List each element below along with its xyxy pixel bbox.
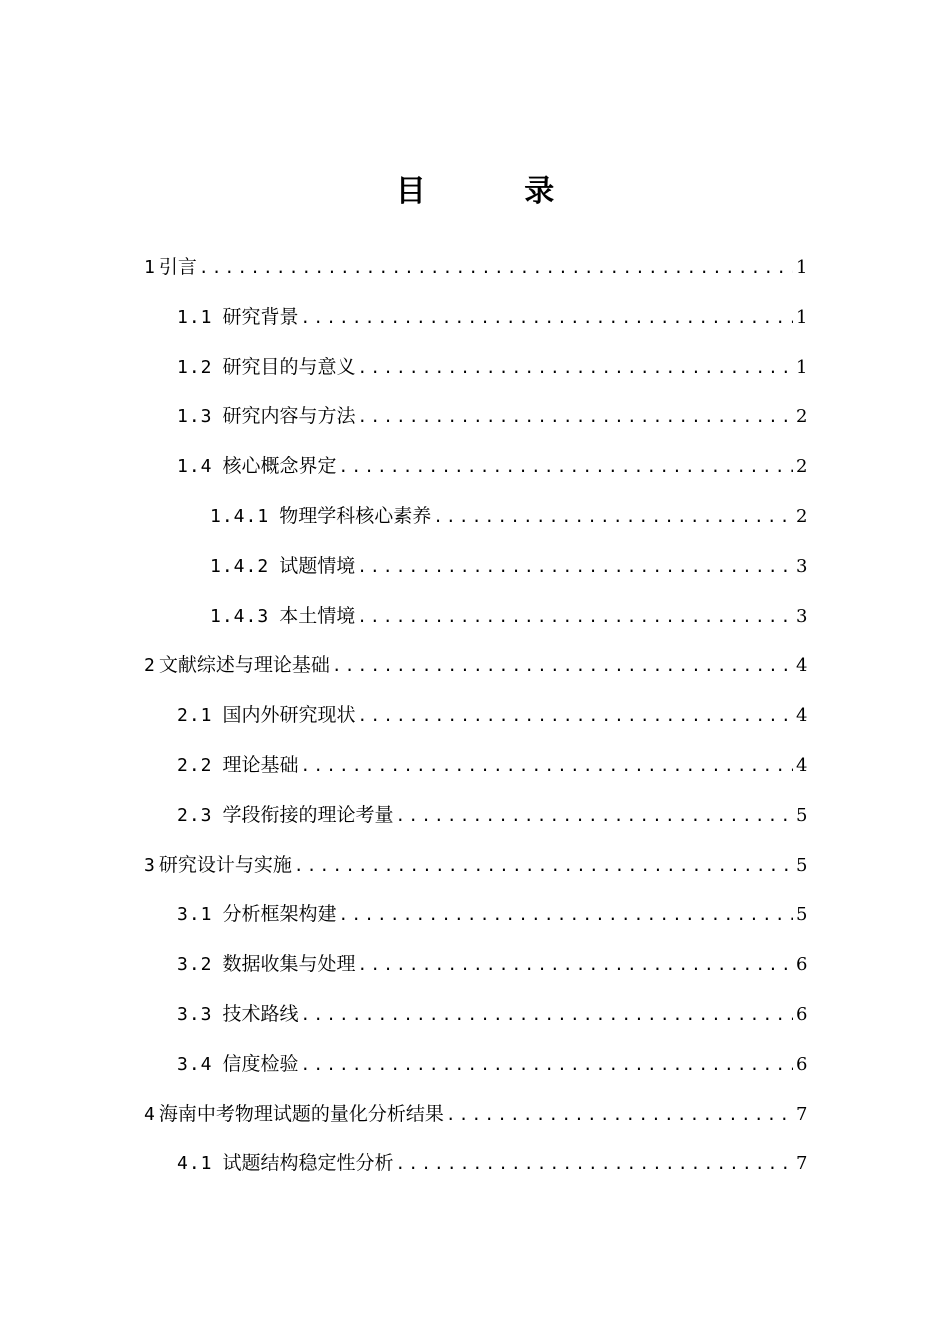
toc-entry-title: 学段衔接的理论考量 (222, 803, 394, 826)
toc-entry-number: 1 (144, 257, 155, 278)
toc-entry-title: 海南中考物理试题的量化分析结果 (158, 1102, 444, 1125)
toc-entry[interactable] (144, 845, 806, 885)
toc-entry-number: 1.4.2 (210, 555, 270, 577)
dot-leader (301, 298, 793, 338)
toc-entry-number: 3.1 (177, 904, 213, 926)
toc-entry-title: 物理学科核心素养 (279, 505, 432, 527)
toc-entry-number: 2.1 (177, 705, 213, 727)
toc-entry-number: 1.3 (177, 406, 213, 428)
toc-entry-title: 研究设计与实施 (158, 853, 292, 876)
toc-entry[interactable] (177, 944, 806, 984)
toc-entry-page-number: 1 (796, 257, 808, 278)
toc-entry-title: 信度检验 (222, 1052, 299, 1075)
toc-entry-number: 1.4 (177, 456, 213, 478)
toc-entry-page-number: 1 (796, 356, 808, 378)
toc-entry-page-number: 1 (796, 306, 808, 328)
toc-entry-title: 引言 (158, 256, 197, 278)
toc-entry-page-number: 5 (796, 904, 808, 926)
toc-entry[interactable] (177, 1044, 806, 1084)
page-title: 目 录 (395, 174, 599, 209)
toc-entry[interactable] (177, 795, 806, 835)
dot-leader (339, 895, 793, 935)
toc-entry[interactable] (210, 496, 806, 536)
toc-entry[interactable] (210, 596, 806, 636)
toc-entry-page-number: 4 (796, 705, 808, 727)
toc-entry-page-number: 3 (796, 555, 808, 577)
toc-entry[interactable] (177, 1143, 806, 1183)
toc-entry[interactable] (144, 1094, 806, 1134)
toc-entry-title: 研究目的与意义 (222, 355, 356, 378)
toc-entry-number: 2.2 (177, 755, 213, 776)
dot-leader (357, 547, 793, 587)
dot-leader (301, 746, 793, 786)
dot-leader (358, 397, 793, 437)
toc-entry-title: 研究内容与方法 (222, 405, 356, 428)
toc-entry-page-number: 4 (796, 755, 808, 776)
toc-entry-number: 1.2 (177, 356, 213, 378)
dot-leader (446, 1095, 793, 1135)
dot-leader (332, 646, 793, 686)
toc-entry-title: 分析框架构建 (222, 903, 337, 926)
dot-leader (358, 348, 793, 388)
dot-leader (294, 846, 793, 886)
toc-entry-page-number: 2 (796, 406, 808, 428)
dot-leader (433, 497, 793, 537)
toc-entry-number: 1.4.1 (210, 506, 270, 527)
toc-entry-page-number: 5 (796, 804, 808, 826)
toc-entry-number: 3 (144, 854, 155, 876)
toc-entry[interactable] (177, 347, 806, 387)
toc-entry-number: 3.2 (177, 954, 213, 976)
toc-entry-title: 核心概念界定 (222, 455, 337, 478)
toc-entry-page-number: 3 (796, 605, 808, 627)
toc-entry-page-number: 2 (796, 506, 808, 527)
dot-leader (301, 1045, 793, 1085)
toc-entry-page-number: 2 (796, 456, 808, 478)
toc-entry[interactable] (144, 645, 806, 685)
toc-entry-title: 理论基础 (222, 754, 299, 776)
toc-entry[interactable] (210, 546, 806, 586)
toc-entry[interactable] (177, 994, 806, 1034)
toc-entry[interactable] (144, 247, 806, 287)
toc-entry-title: 文献综述与理论基础 (158, 654, 330, 677)
toc-entry[interactable] (177, 695, 806, 735)
toc-entry-title: 技术路线 (222, 1003, 299, 1025)
dot-leader (396, 1144, 793, 1184)
toc-entry-page-number: 4 (796, 655, 808, 677)
toc-entry-title: 研究背景 (222, 305, 299, 328)
toc-entry-title: 试题情境 (279, 554, 356, 577)
toc-entry-number: 4.1 (177, 1153, 213, 1175)
toc-entry[interactable] (177, 297, 806, 337)
toc-entry[interactable] (177, 446, 806, 486)
toc-entry-title: 本土情境 (279, 604, 356, 627)
toc-entry-page-number: 7 (796, 1153, 808, 1175)
dot-leader (301, 995, 793, 1035)
toc-entry-page-number: 7 (796, 1103, 808, 1125)
toc-entry-title: 试题结构稳定性分析 (222, 1152, 394, 1175)
dot-leader (339, 447, 793, 487)
dot-leader (358, 696, 793, 736)
dot-leader (396, 796, 793, 836)
toc-entry[interactable] (177, 894, 806, 934)
dot-leader (199, 248, 793, 288)
toc-entry-number: 2.3 (177, 804, 213, 826)
toc-entry-page-number: 6 (796, 1053, 808, 1075)
toc-entry[interactable] (177, 745, 806, 785)
toc-entry-title: 数据收集与处理 (222, 953, 356, 976)
toc-entry-number: 4 (144, 1103, 155, 1125)
toc-entry-number: 1.4.3 (210, 605, 270, 627)
toc-entry-page-number: 5 (796, 854, 808, 876)
toc-entry-title: 国内外研究现状 (222, 704, 356, 727)
dot-leader (357, 597, 793, 637)
toc-entry-number: 1.1 (177, 306, 213, 328)
toc-entry-page-number: 6 (796, 954, 808, 976)
toc-entry[interactable] (177, 396, 806, 436)
dot-leader (358, 945, 793, 985)
toc-entry-number: 3.4 (177, 1053, 213, 1075)
toc-entry-number: 3.3 (177, 1004, 213, 1025)
toc-entry-page-number: 6 (796, 1004, 808, 1025)
toc-entry-number: 2 (144, 655, 155, 677)
